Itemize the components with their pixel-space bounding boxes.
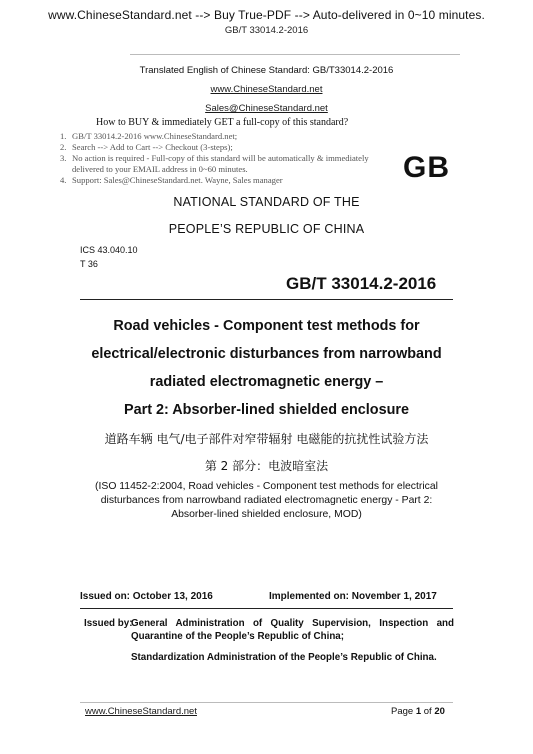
translation-line: Translated English of Chinese Standard: GB/T33014.2-2016 bbox=[139, 65, 394, 76]
issued-by-label: Issued by: bbox=[84, 618, 133, 629]
title-line2: electrical/electronic disturbances from narrowband bbox=[91, 346, 442, 362]
title-chinese-part: 第 2 部分：电波暗室法 bbox=[204, 459, 329, 473]
howto-steps bbox=[60, 131, 390, 186]
implemented-date: Implemented on: November 1, 2017 bbox=[269, 591, 437, 602]
iso-ref-line3: Absorber-lined shielded enclosure, MOD) bbox=[171, 509, 362, 520]
issuing-org-2: Standardization Administration of the People’s Republic of China. bbox=[131, 652, 437, 663]
footer-website-link[interactable]: www.ChineseStandard.net bbox=[85, 706, 197, 717]
issued-date: Issued on: October 13, 2016 bbox=[80, 591, 213, 602]
page-total: 20 bbox=[434, 706, 445, 717]
email-link[interactable]: Sales@ChineseStandard.net bbox=[205, 103, 328, 114]
header-std-code: GB/T 33014.2-2016 bbox=[224, 25, 309, 36]
howto-title: How to BUY & immediately GET a full-copy of this standard? bbox=[96, 117, 349, 128]
page-indicator bbox=[391, 706, 445, 717]
website-link[interactable]: www.ChineseStandard.net bbox=[210, 84, 323, 95]
step-number: 4. bbox=[60, 175, 67, 185]
footer-divider bbox=[80, 702, 453, 703]
step-text: Search --> Add to Cart --> Checkout (3-steps); bbox=[72, 142, 233, 152]
issued-by-block bbox=[84, 617, 454, 672]
howto-step bbox=[60, 153, 390, 175]
national-standard-line2: PEOPLE’S REPUBLIC OF CHINA bbox=[168, 222, 365, 236]
ics-code: ICS 43.040.10 bbox=[80, 245, 138, 255]
step-number: 2. bbox=[60, 142, 67, 152]
iso-ref-line1: (ISO 11452-2:2004, Road vehicles - Component test methods for electrical bbox=[95, 481, 438, 492]
howto-step bbox=[60, 142, 390, 153]
page-of: of bbox=[421, 706, 435, 717]
step-number: 1. bbox=[60, 131, 67, 141]
title-chinese: 道路车辆 电气/电子部件对窄带辐射 电磁能的抗扰性试验方法 bbox=[104, 432, 429, 446]
iso-ref-line2: disturbances from narrowband radiated electromagnetic energy - Part 2: bbox=[100, 495, 433, 506]
t-code: T 36 bbox=[80, 259, 98, 269]
gb-logo: GB bbox=[403, 151, 450, 184]
title-line4: Part 2: Absorber-lined shielded enclosure bbox=[124, 402, 409, 418]
header-divider bbox=[130, 54, 460, 55]
title-line3: radiated electromagnetic energy – bbox=[149, 374, 384, 390]
step-text: Support: Sales@ChineseStandard.net. Wayne, Sales manager bbox=[72, 175, 283, 185]
issuing-org-1: General Administration of Quality Supervision, Inspection and Quarantine of the People’s Republic of China; bbox=[131, 618, 454, 642]
header-banner: www.ChineseStandard.net --> Buy True-PDF --> Auto-delivered in 0~10 minutes. bbox=[48, 8, 485, 22]
step-text: GB/T 33014.2-2016 www.ChineseStandard.net; bbox=[72, 131, 238, 141]
howto-step bbox=[60, 175, 390, 186]
national-standard-line1: NATIONAL STANDARD OF THE bbox=[173, 195, 360, 209]
step-text: No action is required - Full-copy of this standard will be automatically & immediately delivered to your EMAIL address in 0~60 minutes. bbox=[72, 153, 369, 174]
step-number: 3. bbox=[60, 153, 67, 163]
page-current: 1 bbox=[415, 706, 422, 717]
page-prefix: Page bbox=[391, 706, 416, 717]
standard-number: GB/T 33014.2-2016 bbox=[286, 274, 437, 293]
title-line1: Road vehicles - Component test methods for bbox=[113, 318, 420, 334]
title-divider bbox=[80, 299, 453, 300]
dates-divider bbox=[80, 608, 453, 609]
howto-step bbox=[60, 131, 390, 142]
